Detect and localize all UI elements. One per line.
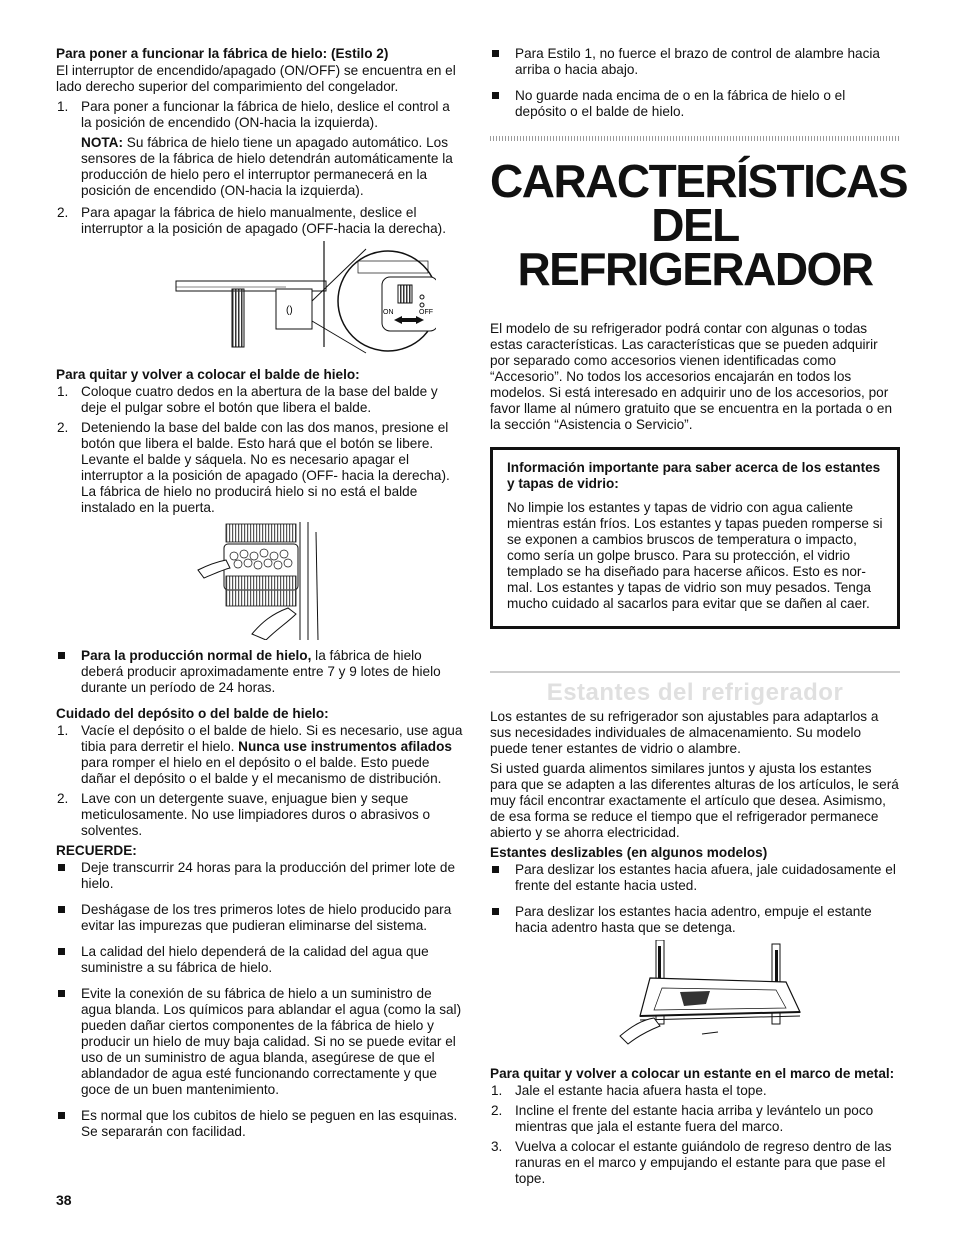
bucket-step-1 bbox=[56, 384, 464, 416]
ice-maker-switch-illustration bbox=[136, 241, 436, 361]
heading-ice-maker-style2: Para poner a funcionar la fábrica de hielo: (Estilo 2) bbox=[56, 46, 389, 61]
step-2 bbox=[56, 205, 464, 237]
style1-bullet: Para Estilo 1, no fuerce el brazo de control de alambre hacia arriba o hacia abajo. bbox=[490, 46, 900, 78]
section-divider bbox=[490, 671, 900, 673]
recuerde-bullet-4: Evite la conexión de su fábrica de hielo a un suministro de agua blanda. Los químicos para ablandar el agua (como la sal) pueden dañar ciertos componentes de la fábrica de hielo y producir un hielo de muy baja calidad. Si no se puede evitar el uso de un suministro de agua blanda, asegúrese de que el ablandador de agua esté funcionando correctamente y que goce de un buen mantenimiento. bbox=[56, 986, 464, 1098]
step-number: 2. bbox=[491, 1103, 503, 1118]
glass-shelf-warning-box bbox=[490, 447, 900, 629]
heading-remove-bucket: Para quitar y volver a colocar el balde de hielo: bbox=[56, 367, 360, 382]
step-number: 2. bbox=[57, 791, 69, 806]
switch-location-text: El interruptor de encendido/apagado (ON/OFF) se encuentra en el lado derecho superior del comparimiento del congelador. bbox=[56, 63, 456, 94]
warning-title: Información importante para saber acerca de los estantes y tapas de vidrio: bbox=[507, 460, 881, 491]
bullet-text: la fábrica de hielo deberá producir aproximadamente entre 7 y 9 lotes de hielo durante un período de 24 horas. bbox=[81, 648, 441, 695]
step-text: Vuelva a colocar el estante guiándolo de regreso dentro de las ranuras en el marco y empujando el estante para que pase el tope. bbox=[515, 1139, 892, 1186]
shelves-text-1: Los estantes de su refrigerador son ajustables para adaptarlos a sus necesidades individuales de almacenamiento. Su modelo puede tener estantes de vidrio o alambre. bbox=[490, 709, 879, 756]
note-text: Su fábrica de hielo tiene un apagado automático. Los sensores de la fábrica de hielo detendrán automáticamente la producción de hielo pero el interruptor permanecerá en la posición de encendido (ON-hacia la izquierda). bbox=[81, 135, 453, 198]
step-text: Lave con un detergente suave, enjuague bien y seque meticulosamente. No use limpiadores duros o abrasivos o solventes. bbox=[81, 791, 431, 838]
step-text: Incline el frente del estante hacia arriba y levántelo un poco mientras que jala el estante fuera del marco. bbox=[515, 1103, 874, 1134]
care-text-c: para romper el hielo en el depósito o el balde. Esto puede dañar el depósito o el balde y el mecanismo de distribución. bbox=[81, 755, 442, 786]
shelves-text-2: Si usted guarda alimentos similares juntos y ajusta los estantes para que se adapten a las diferentes alturas de los artículos, le será muy fácil encontrar exactamente el artículo que desea. Asimismo, de esa forma se reduce el tiempo que el refrigerador permanece abierto y se ahorra electricidad. bbox=[490, 761, 899, 840]
svg-text:(): () bbox=[286, 305, 293, 316]
step-text: Jale el estante hacia afuera hasta el tope. bbox=[515, 1083, 767, 1098]
step-text: Deteniendo la base del balde con las dos manos, presione el botón que libera el balde. Esto hará que el botón se libere. Levante el balde y sáquela. No es necesario apagar el interruptor a la posición de apagado (OFF- hacia la derecha). La fábrica de hielo no producirá hielo si no está el balde instalado en la puerta. bbox=[81, 420, 450, 515]
care-step-1 bbox=[56, 723, 464, 787]
off-label: OFF bbox=[419, 309, 433, 316]
sliding-shelf-illustration bbox=[610, 940, 810, 1060]
shelf-step-1 bbox=[490, 1083, 900, 1099]
left-column bbox=[56, 46, 464, 1150]
slide-in-bullet: Para deslizar los estantes hacia adentro, empuje el estante hacia adentro hasta que se detenga. bbox=[490, 904, 900, 936]
heading-bucket-care: Cuidado del depósito o del balde de hielo: bbox=[56, 706, 329, 721]
bucket-step-2 bbox=[56, 420, 464, 516]
step-text: Para apagar la fábrica de hielo manualmente, deslice el interruptor a la posición de apagado (OFF-hacia la derecha). bbox=[81, 205, 446, 236]
shelf-step-3 bbox=[490, 1139, 900, 1187]
step-number: 1. bbox=[57, 384, 69, 399]
step-text: Para poner a funcionar la fábrica de hielo, deslice el control a la posición de encendido (ON-hacia la izquierda). bbox=[81, 99, 450, 130]
title-line-1: CARACTERÍSTICAS DEL bbox=[490, 155, 908, 251]
note-label: NOTA: bbox=[81, 135, 124, 150]
divider bbox=[490, 136, 900, 141]
step-number: 1. bbox=[57, 723, 69, 738]
recuerde-bullet-3: La calidad del hielo dependerá de la calidad del agua que suministre a su fábrica de hielo. bbox=[56, 944, 464, 976]
step-number: 1. bbox=[491, 1083, 503, 1098]
heading-sliding-shelves: Estantes deslizables (en algunos modelos) bbox=[490, 845, 768, 860]
shelf-step-2 bbox=[490, 1103, 900, 1135]
title-line-2: REFRIGERADOR bbox=[517, 243, 873, 295]
step-text: Coloque cuatro dedos en la abertura de la base del balde y deje el pulgar sobre el botón que libera el balde. bbox=[81, 384, 438, 415]
ice-bucket-illustration bbox=[196, 522, 326, 640]
care-step-2 bbox=[56, 791, 464, 839]
care-text-a: Vacíe el depósito o el balde de hielo. Si es necesario, use agua tibia para derretir el hielo. bbox=[81, 723, 463, 754]
recuerde-bullet-2: Deshágase de los tres primeros lotes de hielo producido para evitar las impurezas que pudieran eliminarse del sistema. bbox=[56, 902, 464, 934]
on-label: ON bbox=[383, 309, 394, 316]
recuerde-bullet-5: Es normal que los cubitos de hielo se peguen en las esquinas. Se separarán con facilidad. bbox=[56, 1108, 464, 1140]
step-number: 2. bbox=[57, 205, 69, 220]
page-number: 38 bbox=[56, 1192, 72, 1208]
section-title: Estantes del refrigerador bbox=[546, 679, 844, 706]
step-1 bbox=[56, 99, 464, 131]
step-number: 2. bbox=[57, 420, 69, 435]
care-text-bold: Nunca use instrumentos afilados bbox=[238, 739, 452, 754]
warning-text: No limpie los estantes y tapas de vidrio con agua caliente mientras están fríos. Los estantes y tapas pueden romperse si se exponen a cambios bruscos de temperatura o impacto, como sería un golpe brusco. Para su protección, el vidrio templado se ha diseñado para hacerse añicos. Esto es nor-mal. Los estantes y tapas de vidrio son muy pesados. Tenga mucho cuidado al sacarlos para evitar que se dañen al caer. bbox=[507, 500, 883, 611]
right-column bbox=[490, 46, 908, 1191]
heading-remove-shelf: Para quitar y volver a colocar un estante en el marco de metal: bbox=[490, 1066, 895, 1081]
note bbox=[56, 135, 464, 199]
step-number: 1. bbox=[57, 99, 69, 114]
storage-bullet: No guarde nada encima de o en la fábrica de hielo o el depósito o el balde de hielo. bbox=[490, 88, 900, 120]
slide-out-bullet: Para deslizar los estantes hacia afuera, jale cuidadosamente el frente del estante hacia usted. bbox=[490, 862, 900, 894]
normal-production-bullet bbox=[56, 648, 464, 696]
intro-text: El modelo de su refrigerador podrá contar con algunas o todas estas características. Las características que se pueden adquirir por separado como accesorios vienen identificadas como “Accesorio”. No todos los accesorios encajarán en todos los modelos. Si está interesado en adquirir uno de los accesorios, por favor llame al número gratuito que se encuentra en la portada o en la sección “Asistencia o Servicio”. bbox=[490, 321, 893, 432]
page-title bbox=[490, 155, 908, 295]
step-number: 3. bbox=[491, 1139, 503, 1154]
bullet-bold: Para la producción normal de hielo, bbox=[81, 648, 312, 663]
recuerde-bullet-1: Deje transcurrir 24 horas para la producción del primer lote de hielo. bbox=[56, 860, 464, 892]
heading-recuerde: RECUERDE: bbox=[56, 843, 137, 858]
